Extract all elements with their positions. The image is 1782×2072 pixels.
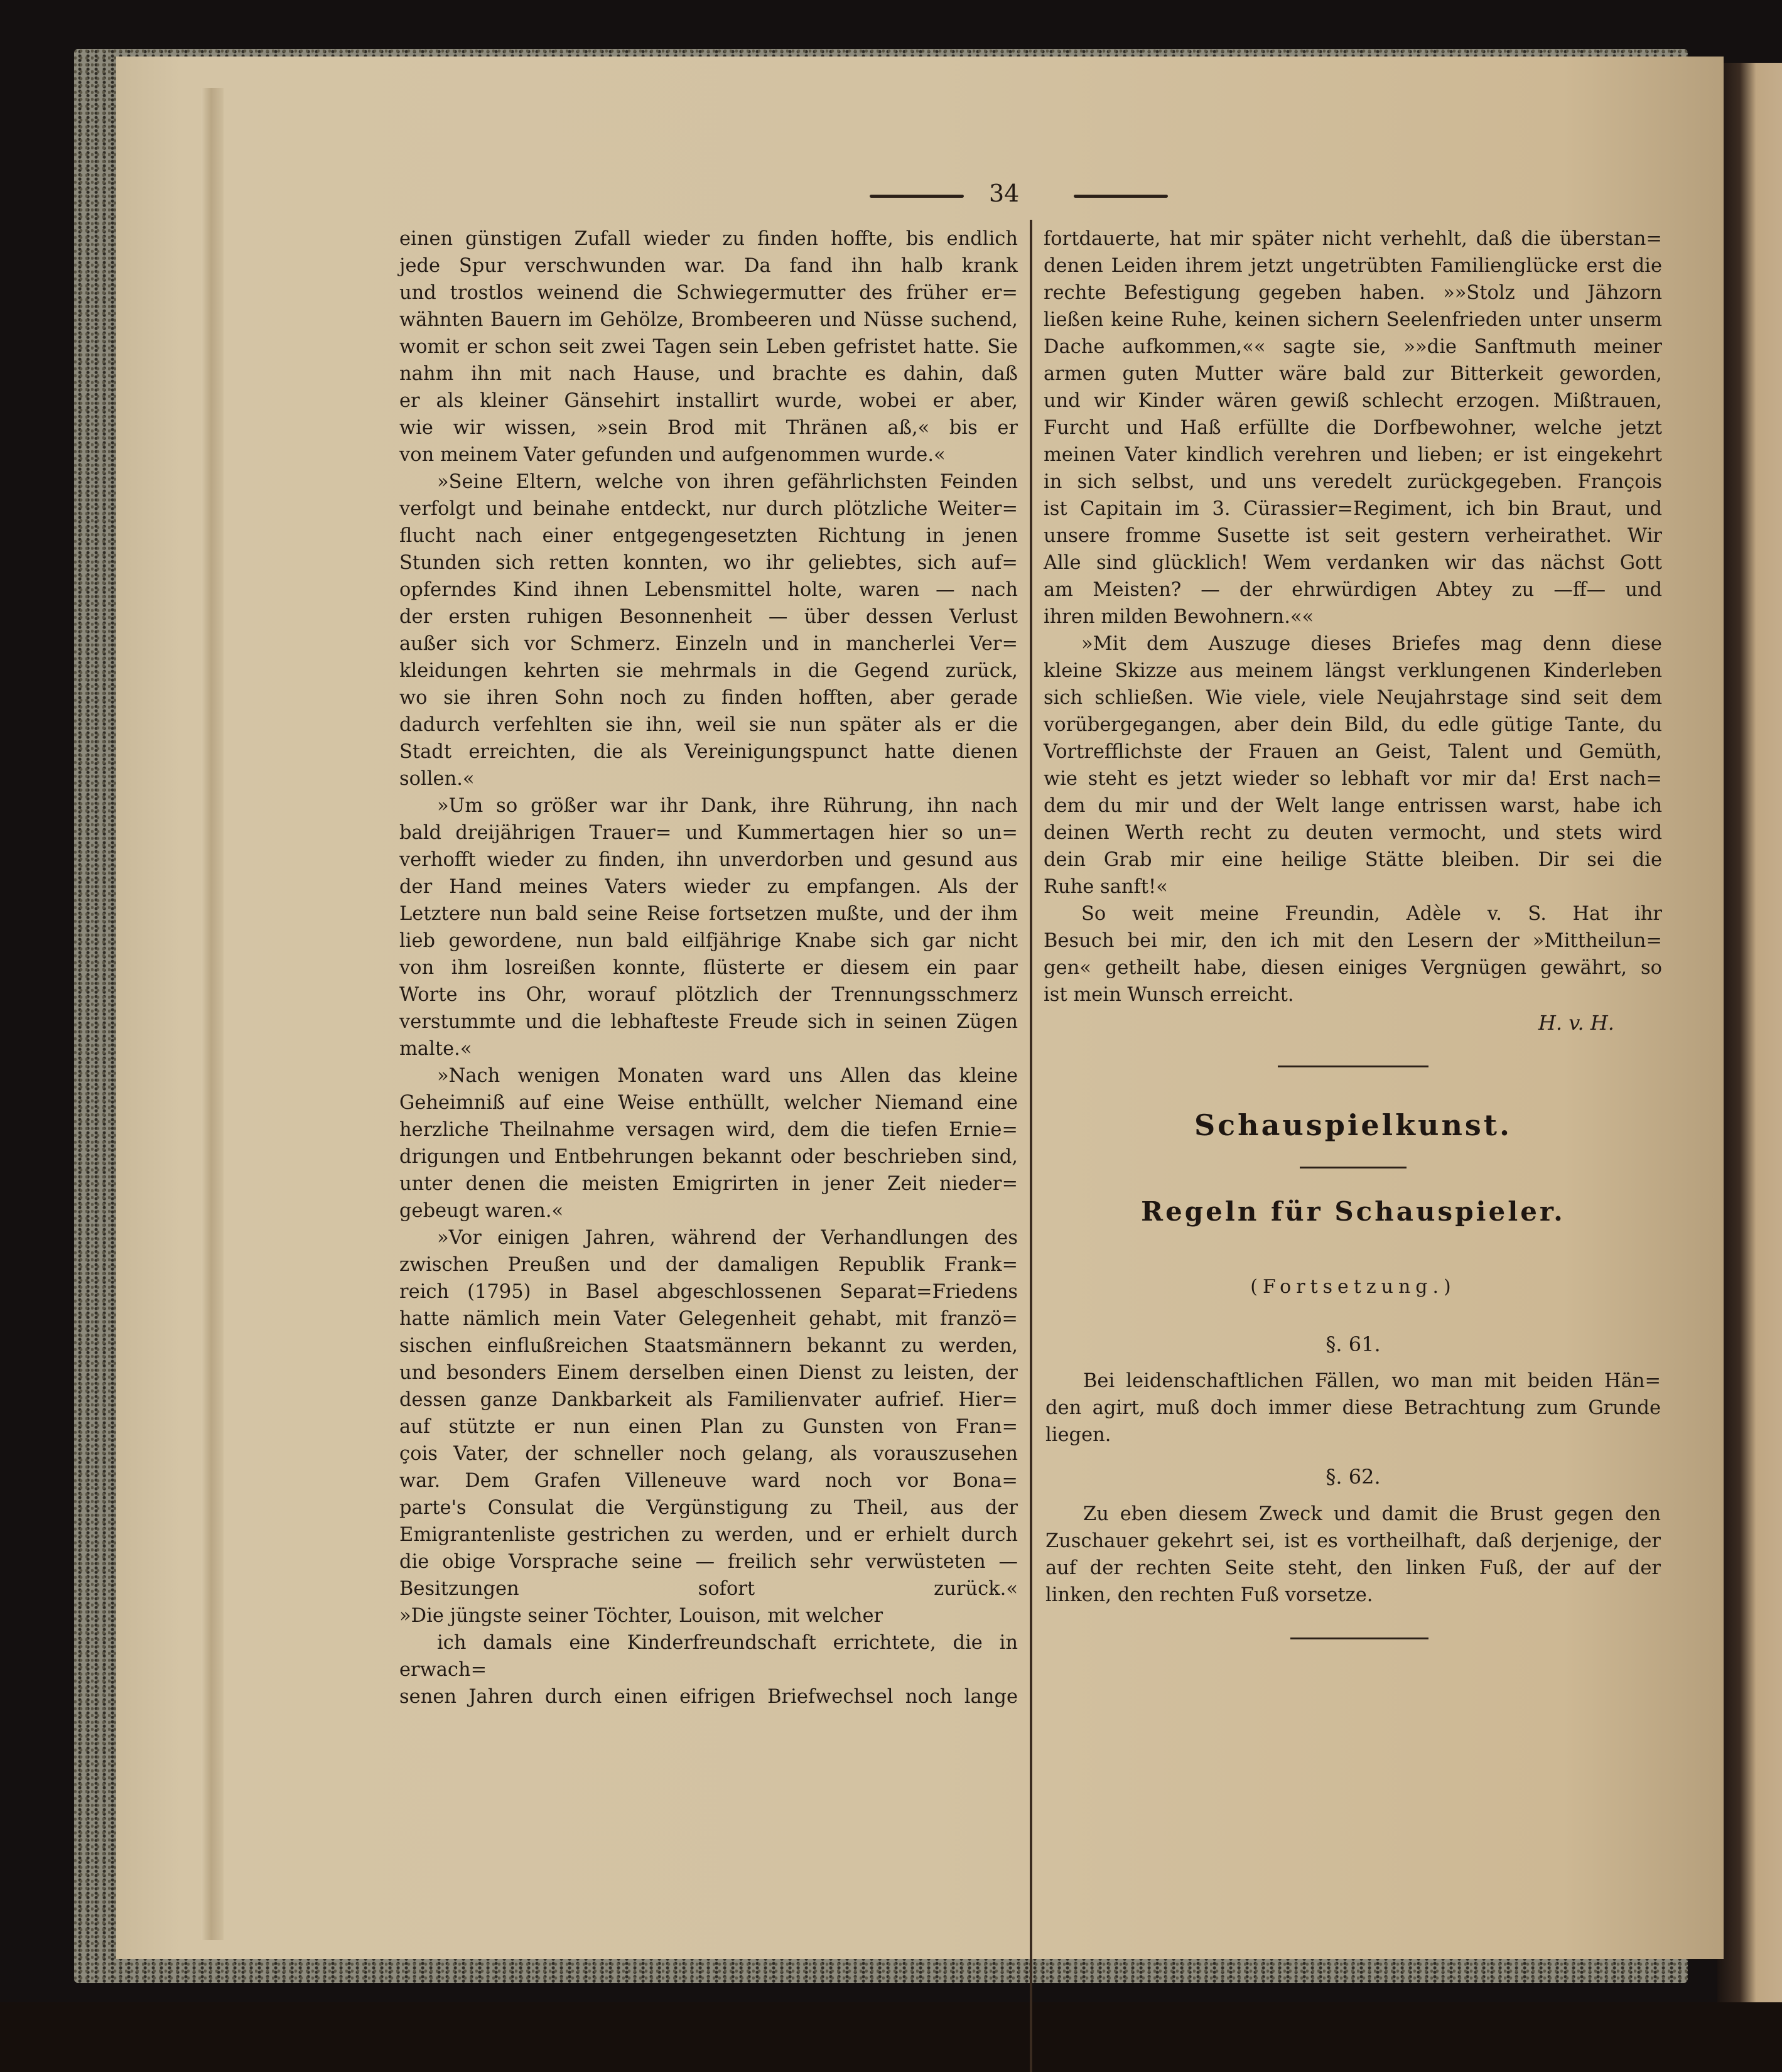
header-ornament-right — [1074, 195, 1168, 198]
text-line: bald dreijährigen Trauer= und Kummertagen hier so un= — [399, 822, 1018, 844]
text-line: Zuschauer gekehrt sei, ist es vortheilhaft, daß derjenige, der — [1045, 1530, 1661, 1552]
text-line: kleidungen kehrten sie mehrmals in die Gegend zurück, — [399, 660, 1018, 682]
text-line: hatte nämlich mein Vater Gelegenheit gehabt, mit franzö= — [399, 1308, 1018, 1330]
text-line: denen Leiden ihrem jetzt ungetrübten Familienglücke erst die — [1044, 255, 1662, 277]
text-line: Besitzungen sofort zurück.« — [399, 1578, 1018, 1600]
text-line: senen Jahren durch einen eifrigen Briefwechsel noch lange — [399, 1686, 1018, 1708]
text-line: »Die jüngste seiner Töchter, Louison, mit welcher — [399, 1605, 883, 1627]
text-line: meinen Vater kindlich verehren und lieben; er ist eingekehrt — [1044, 444, 1662, 466]
text-line: der ersten ruhigen Besonnenheit — über dessen Verlust — [399, 606, 1018, 628]
text-line: den agirt, muß doch immer diese Betrachtung zum Grunde — [1045, 1397, 1661, 1419]
text-line: und wir Kinder wären gewiß schlecht erzogen. Mißtrauen, — [1044, 390, 1662, 412]
text-line: opferndes Kind ihnen Lebensmittel holte, waren — nach — [399, 579, 1018, 601]
text-line: verfolgt und beinahe entdeckt, nur durch plötzliche Weiter= — [399, 498, 1018, 520]
text-line: »Mit dem Auszuge dieses Briefes mag denn diese — [1081, 633, 1662, 655]
text-line: ist Capitain im 3. Cürassier=Regiment, ich bin Braut, und — [1044, 498, 1662, 520]
text-line: am Meisten? — der ehrwürdigen Abtey zu —ff— und — [1044, 579, 1662, 601]
text-line: verstummte und die lebhafteste Freude sich in seinen Zügen — [399, 1011, 1018, 1033]
text-line: außer sich vor Schmerz. Einzeln und in mancherlei Ver= — [399, 633, 1018, 655]
text-line: und besonders Einem derselben einen Dienst zu leisten, der — [399, 1362, 1018, 1384]
text-line: auf der rechten Seite steht, den linken Fuß, der auf der — [1045, 1557, 1661, 1579]
section-heading: Schauspielkunst. — [1194, 1108, 1513, 1142]
text-line: war. Dem Grafen Villeneuve ward noch vor Bona= — [399, 1470, 1018, 1492]
text-line: gebeugt waren.« — [399, 1200, 564, 1222]
text-line: »Seine Eltern, welche von ihren gefährlichsten Feinden — [437, 471, 1018, 493]
text-line: sollen.« — [399, 768, 475, 790]
text-line: rechte Befestigung gegeben haben. »»Stolz und Jähzorn — [1044, 282, 1662, 304]
text-line: linken, den rechten Fuß vorsetze. — [1045, 1584, 1373, 1606]
text-line: ließen keine Ruhe, keinen sichern Seelenfrieden unter unserm — [1044, 309, 1662, 331]
text-line: er als kleiner Gänsehirt installirt wurde, wobei er aber, — [399, 390, 1018, 412]
text-line: Furcht und Haß erfüllte die Dorfbewohner, welche jetzt — [1044, 417, 1662, 439]
text-line: çois Vater, der schneller noch gelang, als vorauszusehen — [399, 1443, 1018, 1465]
text-line: »Vor einigen Jahren, während der Verhandlungen des — [437, 1227, 1018, 1249]
text-line: auf stützte er nun einen Plan zu Gunsten von Fran= — [399, 1416, 1018, 1438]
text-line: Bei leidenschaftlichen Fällen, wo man mit beiden Hän= — [1083, 1370, 1661, 1392]
text-line: dessen ganze Dankbarkeit als Familienvater aufrief. Hier= — [399, 1389, 1018, 1411]
text-line: verhofft wieder zu finden, ihn unverdorben und gesund aus — [399, 849, 1018, 871]
page-fold — [201, 88, 224, 1940]
text-line: wo sie ihren Sohn noch zu finden hofften, aber gerade — [399, 687, 1018, 709]
binding-edge — [1717, 63, 1782, 2002]
text-line: dem du mir und der Welt lange entrissen warst, habe ich — [1044, 795, 1662, 817]
text-line: liegen. — [1045, 1424, 1111, 1446]
header-ornament-left — [870, 195, 964, 198]
left-column — [399, 225, 1018, 1710]
text-line: Letztere nun bald seine Reise fortsetzen mußte, und der ihm — [399, 903, 1018, 925]
text-line: von ihm losreißen konnte, flüsterte er diesem ein paar — [399, 957, 1018, 979]
text-line: zwischen Preußen und der damaligen Republik Frank= — [399, 1254, 1018, 1276]
text-line: sich schließen. Wie viele, viele Neujahrstage sind seit dem — [1044, 687, 1662, 709]
text-line: flucht nach einer entgegengesetzten Richtung in jenen — [399, 525, 1018, 547]
signature: H. v. H. — [1538, 1011, 1614, 1035]
paragraph-number: §. 62. — [1326, 1465, 1381, 1489]
text-line: Alle sind glücklich! Wem verdanken wir das nächst Gott — [1044, 552, 1662, 574]
text-line: gen« getheilt habe, diesen einiges Vergnügen gewährt, so — [1044, 957, 1662, 979]
text-line: die obige Vorsprache seine — freilich sehr verwüsteten — — [399, 1551, 1018, 1573]
text-line: deinen Werth recht zu deuten vermocht, und stets wird — [1044, 822, 1662, 844]
text-line: fortdauerte, hat mir später nicht verhehlt, daß die überstan= — [1044, 228, 1662, 250]
end-divider — [1290, 1638, 1428, 1639]
text-line: Ruhe sanft!« — [1044, 876, 1168, 898]
text-line: Geheimniß auf eine Weise enthüllt, welcher Niemand eine — [399, 1092, 1018, 1114]
text-line: einen günstigen Zufall wieder zu finden hoffte, bis endlich — [399, 228, 1018, 250]
paragraph-number: §. 61. — [1326, 1332, 1381, 1356]
text-line: wie wir wissen, »sein Brod mit Thränen aß,« bis er — [399, 417, 1018, 439]
text-line: Dache aufkommen,«« sagte sie, »»die Sanftmuth meiner — [1044, 336, 1662, 358]
text-line: lieb gewordene, nun bald eilfjährige Knabe sich gar nicht — [399, 930, 1018, 952]
text-line: Worte ins Ohr, worauf plötzlich der Trennungsschmerz — [399, 984, 1018, 1006]
text-line: jede Spur verschwunden war. Da fand ihn halb krank — [399, 255, 1018, 277]
text-line: wähnten Bauern im Gehölze, Brombeeren und Nüsse suchend, — [399, 309, 1018, 331]
text-line: »Um so größer war ihr Dank, ihre Rührung, ihn nach — [437, 795, 1018, 817]
text-line: Besuch bei mir, den ich mit den Lesern der »Mittheilun= — [1044, 930, 1662, 952]
text-line: Zu eben diesem Zweck und damit die Brust gegen den — [1083, 1503, 1661, 1525]
text-line: kleine Skizze aus meinem längst verklungenen Kinderleben — [1044, 660, 1662, 682]
text-line: unter denen die meisten Emigrirten in jener Zeit nieder= — [399, 1173, 1018, 1195]
text-line: der Hand meines Vaters wieder zu empfangen. Als der — [399, 876, 1018, 898]
text-line: dein Grab mir eine heilige Stätte bleiben. Dir sei die — [1044, 849, 1662, 871]
text-line: Stunden sich retten konnten, wo ihr geliebtes, sich auf= — [399, 552, 1018, 574]
text-line: unsere fromme Susette ist seit gestern verheirathet. Wir — [1044, 525, 1662, 547]
paragraph-62 — [1045, 1501, 1661, 1609]
text-line: reich (1795) in Basel abgeschlossenen Separat=Friedens — [399, 1281, 1018, 1303]
text-line: »Nach wenigen Monaten ward uns Allen das kleine — [437, 1065, 1018, 1087]
text-line: von meinem Vater gefunden und aufgenommen wurde.« — [399, 444, 946, 466]
text-line: Vortrefflichste der Frauen an Geist, Talent und Gemüth, — [1044, 741, 1662, 763]
text-line: So weit meine Freundin, Adèle v. S. Hat ihr — [1081, 903, 1662, 925]
text-line: armen guten Mutter wäre bald zur Bitterkeit geworden, — [1044, 363, 1662, 385]
text-line: parte's Consulat die Vergünstigung zu Theil, aus der — [399, 1497, 1018, 1519]
column-divider — [1030, 220, 1032, 2072]
text-line: womit er schon seit zwei Tagen sein Leben gefristet hatte. Sie — [399, 336, 1018, 358]
right-column — [1044, 225, 1662, 1008]
text-line: ist mein Wunsch erreicht. — [1044, 984, 1294, 1006]
text-line: ich damals eine Kinderfreundschaft errichtete, die in erwach= — [399, 1632, 1018, 1681]
text-line: dadurch verfehlten sie ihn, weil sie nun später als er die — [399, 714, 1018, 736]
heading-divider — [1300, 1167, 1407, 1168]
text-line: in sich selbst, und uns veredelt zurückgegeben. François — [1044, 471, 1662, 493]
text-line: nahm ihn mit nach Hause, und brachte es dahin, daß — [399, 363, 1018, 385]
continuation-note: (Fortsetzung.) — [1250, 1276, 1456, 1298]
text-line: herzliche Theilnahme versagen wird, dem die tiefen Ernie= — [399, 1119, 1018, 1141]
text-line: und trostlos weinend die Schwiegermutter des früher er= — [399, 282, 1018, 304]
text-line: Emigrantenliste gestrichen zu werden, und er erhielt durch — [399, 1524, 1018, 1546]
text-line: malte.« — [399, 1038, 472, 1060]
text-line: Stadt erreichten, die als Vereinigungspunct hatte dienen — [399, 741, 1018, 763]
page-number: 34 — [989, 180, 1020, 207]
text-line: vorübergegangen, aber dein Bild, du edle gütige Tante, du — [1044, 714, 1662, 736]
section-divider — [1278, 1066, 1428, 1067]
text-line: drigungen und Entbehrungen bekannt oder beschrieben sind, — [399, 1146, 1018, 1168]
text-line: wie steht es jetzt wieder so lebhaft vor mir da! Erst nach= — [1044, 768, 1662, 790]
text-line: sischen einflußreichen Staatsmännern bekannt zu werden, — [399, 1335, 1018, 1357]
sub-heading: Regeln für Schauspieler. — [1141, 1196, 1565, 1227]
paragraph-61 — [1045, 1368, 1661, 1449]
text-line: ihren milden Bewohnern.«« — [1044, 606, 1314, 628]
